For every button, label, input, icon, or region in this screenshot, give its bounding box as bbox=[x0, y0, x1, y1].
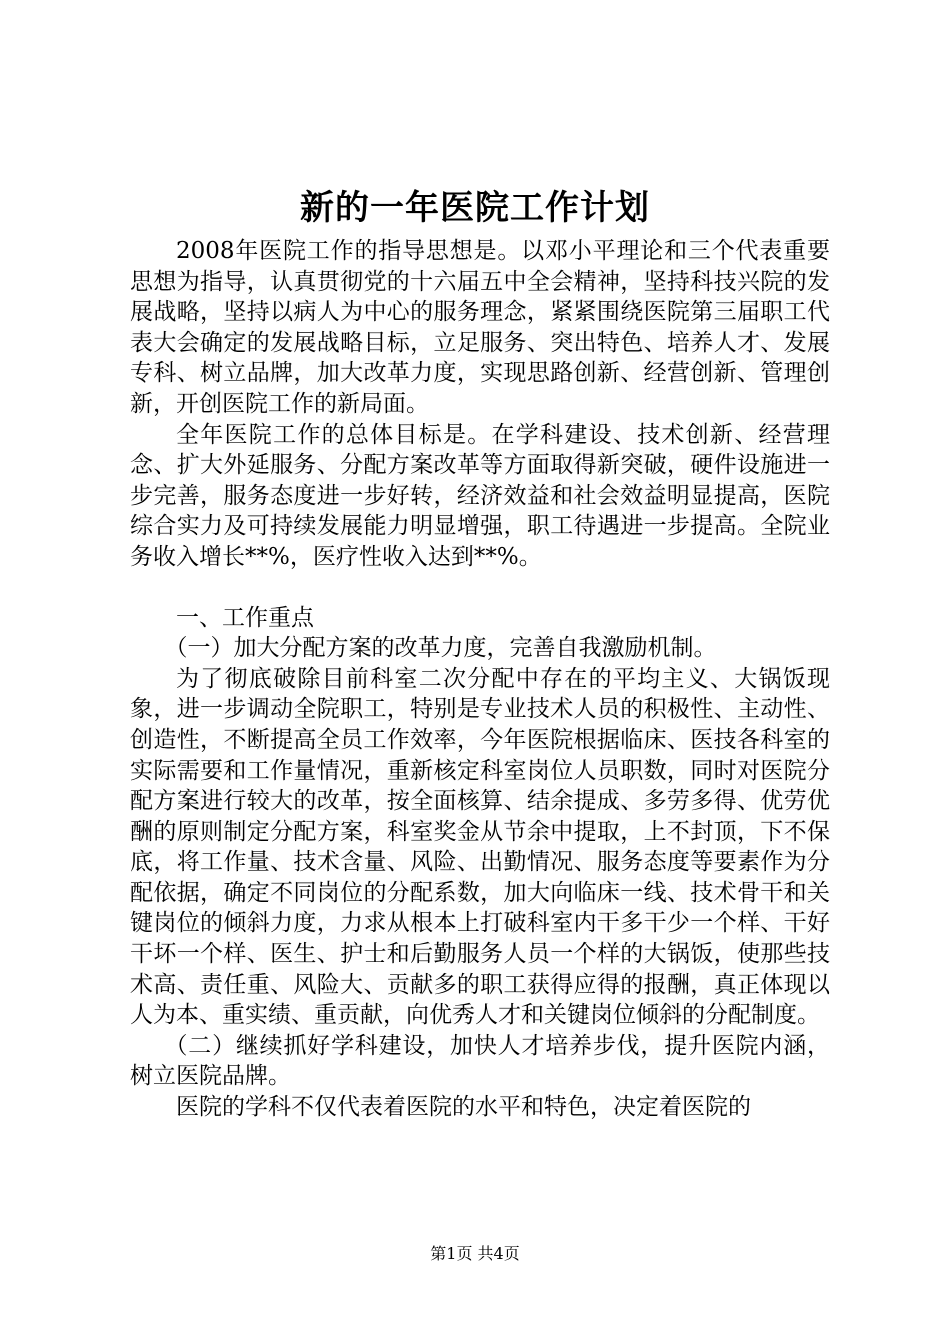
paragraph-distribution-reform: 为了彻底破除目前科室二次分配中存在的平均主义、大锅饭现象，进一步调动全院职工，特别是专业技术人员的积极性、主动性、创造性，不断提高全员工作效率，今年医院根据临床、医技各科室的实际需要和工作量情况，重新核定科室岗位人员职数，同时对医院分配方案进行较大的改革，按全面核算、结余提成、多劳多得、优劳优酬的原则制定分配方案，科室奖金从节余中提取，上不封顶，下不保底，将工作量、技术含量、风险、出勤情况、服务态度等要素作为分配依据，确定不同岗位的分配系数，加大向临床一线、技术骨干和关键岗位的倾斜力度，力求从根本上打破科室内干多干少一个样、干好干坏一个样、医生、护士和后勤服务人员一个样的大锅饭，使那些技术高、责任重、风险大、贡献多的职工获得应得的报酬，真正体现以人为本、重实绩、重贡献，向优秀人才和关键岗位倾斜的分配制度。 bbox=[130, 665, 830, 1029]
document-body bbox=[130, 236, 830, 1123]
document-title: 新的一年医院工作计划 bbox=[300, 188, 650, 228]
paragraph-discipline-building: 医院的学科不仅代表着医院的水平和特色，决定着医院的 bbox=[176, 1094, 751, 1121]
subheading-distribution-reform: （一）加大分配方案的改革力度，完善自我激励机制。 bbox=[164, 635, 717, 662]
section-heading-work-focus: 一、工作重点 bbox=[176, 604, 314, 631]
page-number-footer: 第1页 共4页 bbox=[430, 1244, 520, 1263]
paragraph-guiding-idea: 2008年医院工作的指导思想是。以邓小平理论和三个代表重要思想为指导，认真贯彻党的十六届五中全会精神，坚持科技兴院的发展战略，坚持以病人为中心的服务理念，紧紧围绕医院第三届职工代表大会确定的发展战略目标，立足服务、突出特色、培养人才、发展专科、树立品牌，加大改革力度，实现思路创新、经营创新、管理创新，开创医院工作的新局面。 bbox=[130, 238, 830, 417]
paragraph-overall-goal: 全年医院工作的总体目标是。在学科建设、技术创新、经营理念、扩大外延服务、分配方案改革等方面取得新突破，硬件设施进一步完善，服务态度进一步好转，经济效益和社会效益明显提高，医院综合实力及可持续发展能力明显增强，职工待遇进一步提高。全院业务收入增长**%，医疗性收入达到**%。 bbox=[130, 421, 830, 570]
subheading-discipline-building: （二）继续抓好学科建设，加快人才培养步伐，提升医院内涵，树立医院品牌。 bbox=[130, 1032, 830, 1090]
